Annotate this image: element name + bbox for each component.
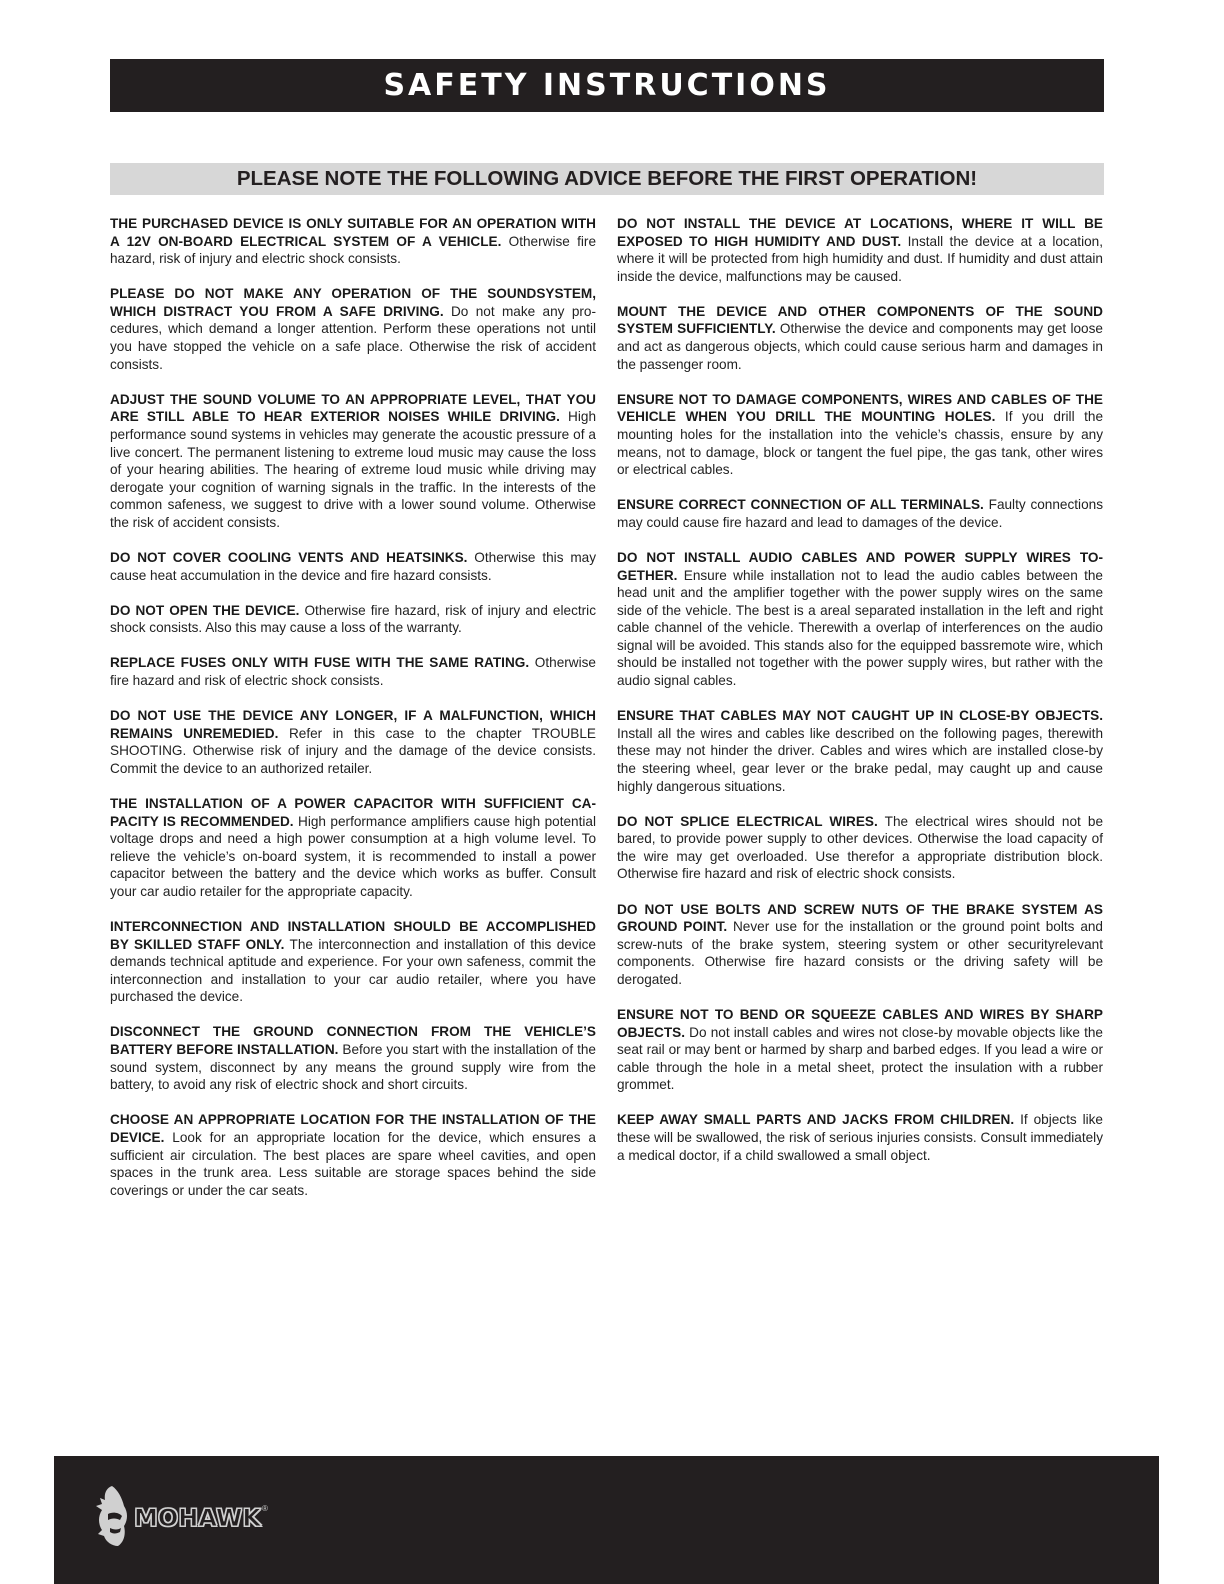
instruction-heading: CHOOSE AN APPROPRIATE LOCATION FOR THE INSTALLATION OF THE DEVICE. [110, 1112, 596, 1145]
instruction-item [110, 215, 596, 268]
instruction-heading: DO NOT INSTALL AUDIO CABLES AND POWER SUPPLY WIRES TOGETHER. [617, 549, 1103, 583]
instruction-heading: ENSURE NOT TO BEND OR SQUEEZE CABLES AND WIRES BY SHARP OBJECTS. [617, 1006, 1103, 1040]
left-column [110, 215, 596, 1217]
instruction-heading: ENSURE NOT TO DAMAGE COMPONENTS, WIRES AND CABLES OF THE VEHICLE WHEN YOU DRILL THE MOUNTING HOLES. [617, 391, 1103, 425]
instruction-body: Otherwise fire hazard and risk of electric shock consists. [110, 655, 596, 688]
brand-wordmark: MOHAWK [134, 1504, 261, 1532]
page-subtitle: PLEASE NOTE THE FOLLOWING ADVICE BEFORE THE FIRST OPERATION! [236, 167, 978, 190]
instruction-item [617, 1111, 1103, 1164]
instruction-body: Never use for the installation or the ground point bolts and screw-nuts of the brake system, steering system or other securityrelevant components. Otherwise fire hazard consists or the driving safety will be derogated. [617, 919, 1103, 987]
instruction-item [617, 215, 1103, 285]
instruction-heading: DO NOT OPEN THE DEVICE. [110, 602, 300, 618]
instruction-item [110, 1023, 596, 1093]
instruction-heading: ENSURE THAT CABLES MAY NOT CAUGHT UP IN CLOSE-BY OBJECTS. [617, 708, 1103, 724]
instruction-body: Install the device at a location, where it will be protected from high humidity and dust. If humidity and dust attain inside the device, malfunctions may be caused. [617, 233, 1103, 284]
instruction-body: Otherwise the device and components may get loose and act as dangerous objects, which could cause serious harm and damages in the passenger room. [617, 321, 1103, 372]
instruction-body: Otherwise this may cause heat accumulation in the device and fire hazard consists. [110, 550, 597, 583]
instruction-heading: REPLACE FUSES ONLY WITH FUSE WITH THE SAME RATING. [110, 655, 530, 671]
instruction-body: Otherwise fire hazard, risk of injury and electric shock consists. Also this may cause a loss of the warranty. [110, 602, 596, 636]
brand-logo [90, 1484, 280, 1550]
instruction-item [617, 901, 1103, 989]
instruction-heading: THE INSTALLATION OF A POWER CAPACITOR WITH SUFFICIENT CAPACITY IS RECOMMENDED. [110, 795, 596, 829]
instruction-body: Do not install cables and wires not close-by movable objects like the seat rail or may bent or harmed by sharp and barbed edges. If you lead a wire or cable through the hole in a metal sheet, protect the insulation with a rubber grommet. [617, 1024, 1103, 1093]
instruction-heading: DO NOT COVER COOLING VENTS AND HEATSINKS. [110, 550, 468, 565]
instruction-heading: INTERCONNECTION AND INSTALLATION SHOULD BE ACCOMPLISHED BY SKILLED STAFF ONLY. [110, 919, 596, 952]
title-bar [110, 59, 1104, 112]
instruction-heading: DO NOT SPLICE ELECTRICAL WIRES. [617, 813, 878, 829]
mohawk-head-icon [90, 1484, 134, 1550]
instruction-item [617, 1006, 1103, 1094]
subtitle-bar [110, 163, 1104, 195]
instruction-body: Look for an appropriate location for the device, which ensures a sufficient air circulation. The best places are spare wheel cavities, and open spaces in the trunk area. Less suitable are storage spaces behind the side coverings or under the car seats. [110, 1129, 596, 1198]
instruction-heading: THE PURCHASED DEVICE IS ONLY SUITABLE FOR AN OPERATION WITH A 12V ON-BOARD ELECTRICAL SYSTEM OF A VEHICLE. [110, 216, 596, 249]
instruction-body: The electrical wires should not be bared, to provide power supply to other devices. Otherwise the load capacity of the wire may get overloaded. Use therefor a appropriate distribution block. Otherwise fire hazard and risk of electric shock consists. [617, 813, 1104, 882]
instruction-body: If you drill the mounting holes for the installation into the vehicle’s chassis, ensure by any means, not to damage, block or tangent the fuel pipe, the gas tank, other wires or electrical cables. [617, 409, 1104, 478]
instruction-item [617, 391, 1103, 479]
instruction-body: The interconnection and installation of this device demands technical aptitude and experience. For your own safeness, commit the interconnection and installation to your car audio retailer, where you have purchased the device. [110, 936, 596, 1005]
instruction-body: High performance sound systems in vehicles may generate the acoustic pressure of a live concert. The permanent listening to extreme loud music may cause the loss of your hearing abilities. The hearing of extreme loud music while driving may derogate your cognition of warning signals in the traffic. In the interests of the common safeness, we suggest to drive with a lower sound volume. Otherwise the risk of accident consists. [110, 409, 597, 530]
instruction-item [110, 391, 596, 532]
instruction-item [110, 602, 596, 637]
instruction-item [617, 549, 1103, 690]
instruction-body: High performance amplifiers cause high potential voltage drops and need a high power consumption at a high volume level. To relieve the vehicle’s on-board system, it is recommended to install a power capacitor between the battery and the device which works as buffer. Consult your car audio retailer for the appropriate capacity. [110, 813, 596, 899]
instruction-item [617, 707, 1103, 795]
instruction-body: Install all the wires and cables like described on the following pages, therewith these may not hinder the driver. Cables and wires which are installed close-by the steering wheel, gear lever or the brake pedal, may caught up and cause highly dangerous situations. [617, 725, 1103, 794]
instruction-item [110, 1111, 596, 1199]
instruction-body: Before you start with the installation of the sound system, disconnect by any means the ground supply wire from the battery, to avoid any risk of electric shock and short circuits. [110, 1042, 596, 1093]
instruction-heading: DO NOT USE BOLTS AND SCREW NUTS OF THE BRAKE SYSTEM AS GROUND POINT. [617, 901, 1103, 935]
instruction-heading: ADJUST THE SOUND VOLUME TO AN APPROPRIATE LEVEL, THAT YOU ARE STILL ABLE TO HEAR EXTERIOR NOISES WHILE DRIVING. [110, 391, 596, 425]
page-title: SAFETY INSTRUCTIONS [383, 68, 831, 103]
instruction-body: Refer in this case to the chapter TROUBLE SHOOTING. Otherwise risk of injury and the damage of the device consists. Commit the device to an authorized retailer. [110, 725, 596, 776]
instruction-heading: DISCONNECT THE GROUND CONNECTION FROM THE VEHICLE’S BATTERY BEFORE INSTALLATION. [110, 1024, 596, 1058]
instruction-body: Do not make any procedures, which demand a longer attention. Perform these operations not until you have stopped the vehicle on a safe place. Otherwise the risk of accident consists. [110, 303, 597, 372]
instruction-item [110, 549, 596, 584]
instruction-item [110, 795, 596, 901]
instruction-body: Faulty connections may could cause fire hazard and lead to damages of the device. [617, 497, 1103, 530]
instruction-body: If objects like these will be swallowed, the risk of serious injuries consists. Consult immediately a medical doctor, if a child swallowed a small object. [617, 1112, 1103, 1163]
instruction-heading: PLEASE DO NOT MAKE ANY OPERATION OF THE SOUNDSYSTEM, WHICH DISTRACT YOU FROM A SAFE DRIVING. [110, 286, 596, 319]
right-column [617, 215, 1103, 1182]
instruction-item [617, 496, 1103, 531]
instruction-item [110, 918, 596, 1006]
footer-bar [54, 1456, 1159, 1584]
instruction-item [110, 707, 596, 777]
instruction-item [617, 813, 1103, 883]
instruction-item [110, 654, 596, 689]
instruction-item [110, 285, 596, 373]
instruction-heading: DO NOT INSTALL THE DEVICE AT LOCATIONS, WHERE IT WILL BE EXPOSED TO HIGH HUMIDITY AND DUST. [617, 216, 1103, 249]
instruction-heading: KEEP AWAY SMALL PARTS AND JACKS FROM CHILDREN. [617, 1112, 1015, 1128]
instruction-heading: MOUNT THE DEVICE AND OTHER COMPONENTS OF THE SOUND SYSTEM SUFFICIENTLY. [617, 303, 1103, 337]
instruction-body: Ensure while installation not to lead the audio cables between the head unit and the amplifier together with the power supply wires on the same side of the vehicle. The best is a areal separated installation in the left and right cable channel of the vehicle. Therewith a overlap of interferences on the audio signal will be avoided. This stands also for the equipped bassremote wire, which should be installed not together with the power supply wires, but rather with the audio signal cables. [617, 567, 1103, 689]
registered-mark: ® [262, 1504, 268, 1513]
instruction-body: Otherwise fire hazard, risk of injury and electric shock consists. [110, 233, 596, 267]
instruction-item [617, 303, 1103, 373]
instruction-heading: DO NOT USE THE DEVICE ANY LONGER, IF A MALFUNCTION, WHICH REMAINS UNREMEDIED. [110, 708, 596, 741]
instruction-heading: ENSURE CORRECT CONNECTION OF ALL TERMINALS. [617, 497, 984, 513]
